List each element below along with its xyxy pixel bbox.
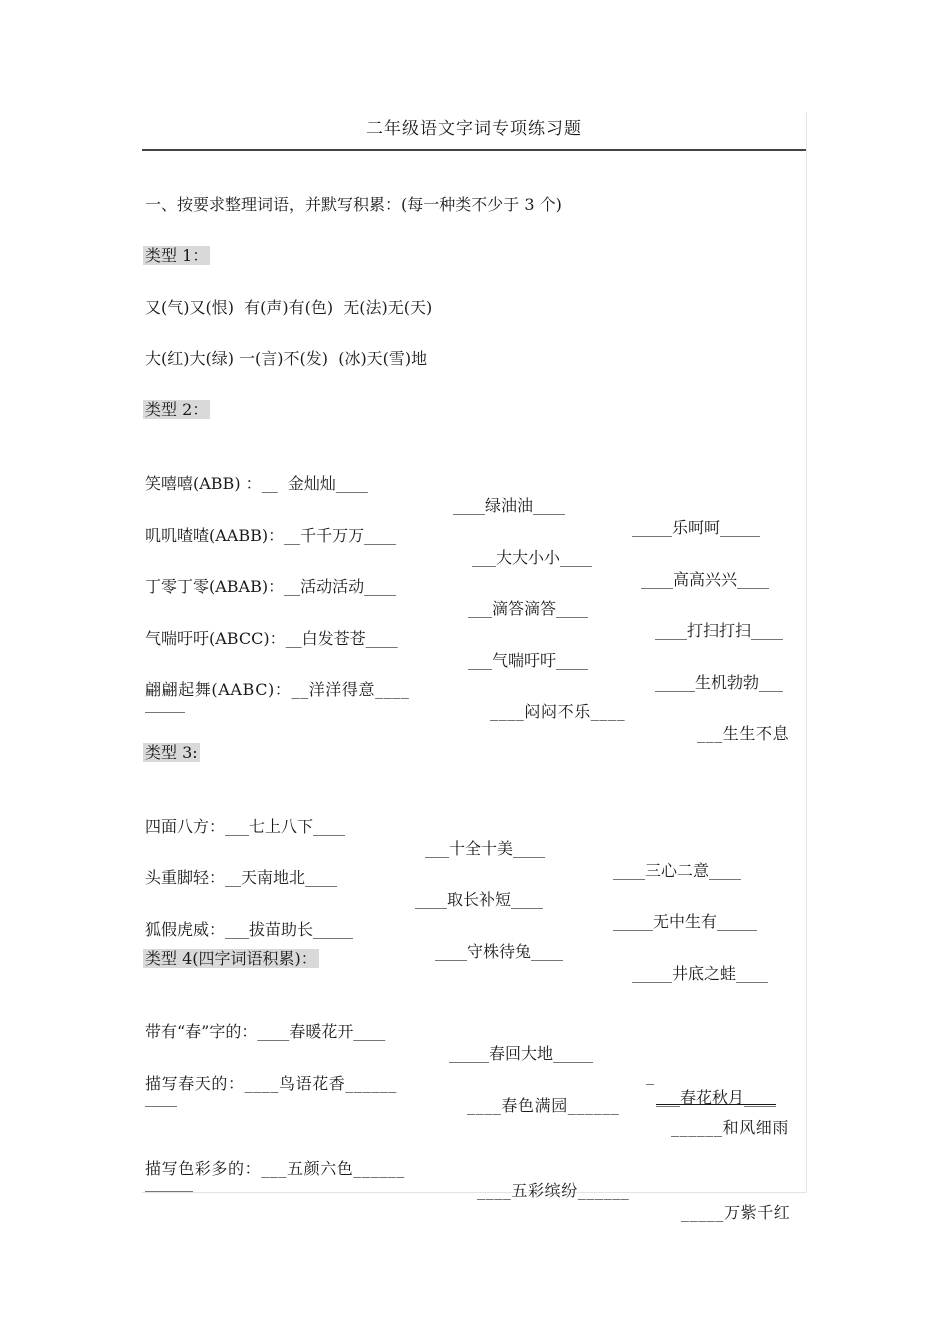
type2-row-3-col-2: ___滴答滴答____ [468,599,589,618]
type2-row-4-col-2: ___气喘吁吁____ [468,651,589,670]
type2-heading [145,399,210,421]
type3-row-3 [145,897,805,985]
type2-row-5-col-3: ___生生不息 [697,724,790,743]
type1-heading-label: 类型 1： [145,246,209,265]
type4-row-2-overflow: ____ [145,1088,177,1107]
type2-row-5 [145,657,805,745]
section-instruction: 一、按要求整理词语，并默写积累：(每一种类不少于 3 个) [145,195,562,214]
type4-row-2-col-3: ______和风细雨 [671,1118,790,1137]
type3-row-3-col-1: 狐假虎威：___拔苗助长_____ [145,920,354,939]
type2-row-5-col-1: 翩翩起舞(AABC)：__洋洋得意____ [145,680,410,699]
type3-row-2-col-1: 头重脚轻：__天南地北____ [145,868,338,887]
type2-row-5-col-2: ____闷闷不乐____ [490,702,626,721]
type4-row-3-overflow: ______ [145,1173,193,1192]
type2-row-1-col-3: _____乐呵呵_____ [632,518,761,537]
type2-row-3-col-3: ____打扫打扫____ [655,621,784,640]
type4-row-3-col-2: ____五彩缤纷______ [477,1181,630,1200]
document-title: 二年级语文字词专项练习题 [366,119,582,139]
type4-row-1-col-2: _____春回大地_____ [449,1044,594,1063]
type1-row-2: 大(红)大(绿) 一(言)不(发) (冰)天(雪)地 [145,349,428,368]
type3-row-2-col-3: _____无中生有_____ [613,912,758,931]
type4-row-2-col-1: 描写春天的：____鸟语花香______ [145,1074,398,1093]
type4-row-2-col-2: ____春色满园______ [467,1096,620,1115]
type4-heading [145,948,319,970]
type3-heading-label: 类型 3: [145,743,198,762]
type2-overflow-blank: _____ [145,694,185,713]
type1-row-1: 又(气)又(恨) 有(声)有(色) 无(法)无(天) [145,298,433,317]
type4-row-1-col-1: 带有“春”字的：____春暖花开____ [145,1022,386,1041]
type4-row-1-col-3-lead: _ [646,1066,654,1085]
type3-row-1-col-2: ___十全十美____ [425,839,546,858]
type4-heading-label: 类型 4(四字词语积累)： [145,949,317,968]
title-rule [142,149,806,151]
type2-heading-label: 类型 2： [145,400,209,419]
type4-row-3-col-3: _____万紫千红 [681,1203,791,1222]
type4-row-3-col-1: 描写色彩多的：___五颜六色______ [145,1159,406,1178]
type4-row-1-col-3-underlined: ___春花秋月____ [656,1088,777,1107]
type3-row-1-col-1: 四面八方：___七上八下____ [145,817,346,836]
type3-row-3-col-3: _____井底之蛙____ [632,964,769,983]
type2-row-4-col-3: _____生机勃勃___ [655,673,784,692]
type2-row-2-col-2: ___大大小小____ [472,548,593,567]
type1-heading [145,245,210,267]
type3-heading [145,742,200,764]
type2-row-2-col-1: 叽叽喳喳(AABB)：__千千万万____ [145,526,397,545]
type3-row-2-col-2: ____取长补短____ [415,890,544,909]
type4-row-3 [145,1136,805,1224]
type4-row-2 [145,1051,805,1139]
type2-row-2-col-3: ____高高兴兴____ [641,570,770,589]
type2-row-4-col-1: 气喘吁吁(ABCC)：__白发苍苍____ [145,629,398,648]
type2-row-1-col-1: 笑嘻嘻(ABB) ：__ 金灿灿____ [145,474,368,493]
type2-row-3-col-1: 丁零丁零(ABAB)：__活动活动____ [145,577,397,596]
type3-row-3-col-2: ____守株待兔____ [435,942,564,961]
type3-row-1-col-3: ____三心二意____ [613,861,742,880]
type2-row-1-col-2: ____绿油油____ [453,496,566,515]
